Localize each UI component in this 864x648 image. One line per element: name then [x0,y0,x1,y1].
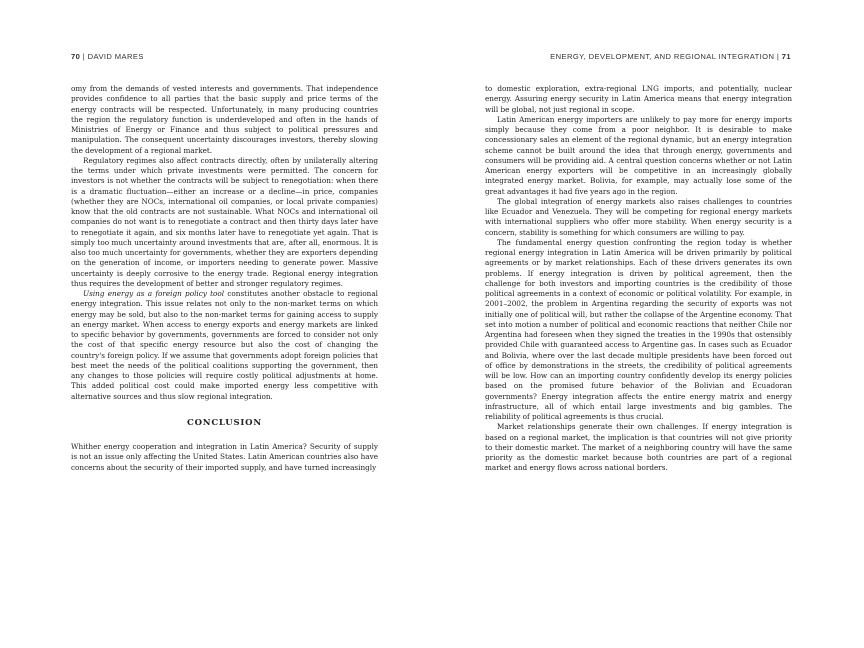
left-body-text [71,84,378,473]
right-page-number: 71 [781,52,791,61]
left-running-head-separator: | [82,52,86,61]
paragraph: Regulatory regimes also affect contracts directly, often by unilaterally altering the terms under which private investments were permitted. The concern for investors is not whether the contracts will be subject to renegotiation: when there is a dramatic fluctuation—either an increase or a decline—in price, companies (whether they are NOCs, international oil companies, or local private companies) know that the old contracts are not sustainable. What NOCs and international oil companies do not want is to renegotiate a contract and then thirty days later have to renegotiate it again, and six months later have to renegotiate yet again. That is simply too much uncertainty around investments that are, after all, enormous. It is also too much uncertainty for governments, whether they are exporters depending on the generation of income, or importers needing to generate power. Massive uncertainty is deeply corrosive to the energy trade. Regional energy integration thus requires the development of better and stronger regulatory regimes. [71,155,378,288]
italic-lead-phrase: Using energy as a foreign policy tool [83,289,225,298]
policy-tool-paragraph [71,289,378,402]
right-running-head-separator: | [776,52,780,61]
paragraph: to domestic exploration, extra-regional LNG imports, and potentially, nuclear energy. Assuring energy security in Latin America means that energy integration will be global, not just regional in scope. [485,84,792,114]
right-page [432,0,864,648]
left-page-number: 70 [71,52,81,61]
right-running-head-title: ENERGY, DEVELOPMENT, AND REGIONAL INTEGRATION [550,52,775,61]
left-running-head-author: DAVID MARES [87,52,144,61]
section-heading: CONCLUSION [187,417,262,428]
paragraph: omy from the demands of vested interests and governments. That independence provides confidence to all parties that the basic supply and price terms of the energy contracts will be respected. Unfortunately, in many producing countries the region the regulatory function is underdeveloped and often in the hands of Ministries of Energy or Finance and thus subject to political pressures and manipulation. The consequent uncertainty discourages investors, thereby slowing the development of a regional market. [71,84,378,155]
right-running-head [550,52,791,61]
paragraph: Market relationships generate their own challenges. If energy integration is based on a regional market, the implication is that countries will not give priority to their domestic market. The market of a neighboring country will have the same priority as the domestic market because both countries are part of a regional market and energy flows across national borders. [485,422,792,473]
paragraph: The global integration of energy markets also raises challenges to countries like Ecuador and Venezuela. They will be competing for regional energy markets with international suppliers who offer more stability. When energy security is a concern, stability is something for which consumers are willing to pay. [485,196,792,237]
conclusion-paragraph: Whither energy cooperation and integration in Latin America? Security of supply is not an issue only affecting the United States. Latin American countries also have concerns about the security of their imported supply, and have turned increasingly [71,442,378,472]
policy-tool-text: constitutes another obstacle to regional energy integration. This issue relates not only to the non-market terms on which energy may be sold, but also to the non-market terms for gaining access to supply an energy market. When access to energy exports and energy markets are linked to specific behavior by governments, governments are forced to consider not only the cost of that specific energy resource but also the cost of changing the country's foreign policy. If we assume that governments adopt foreign policies that best meet the needs of the political coalitions supporting the government, then any changes to those policies will require costly political adjustments at home. This added political cost could make imported energy less competitive with alternative sources and thus slow regional integration. [71,289,378,401]
paragraph: The fundamental energy question confronting the region today is whether regional energy integration in Latin America will be driven primarily by political agreements or by market relationships. Each of these drivers generates its own problems. If energy integration is driven by political agreement, then the challenge for both investors and importing countries is the credibility of those political agreements in a context of economic or political volatility. For example, in 2001–2002, the problem in Argentina regarding the security of exports was not initially one of political will, but rather the collapse of the Argentine economy. That set into motion a number of political and economic reactions that neither Chile nor Argentina had foreseen when they signed the treaties in the 1990s that ostensibly provided Chile with guaranteed access to Argentine gas. In cases such as Ecuador and Bolivia, where over the last decade multiple presidents have been forced out of office by demonstrations in the streets, the credibility of political agreements will be low. How can an importing country confidently develop its energy policies based on the promised future behavior of the Bolivian and Ecuadoran governments? Energy integration affects the entire energy matrix and energy infrastructure, all of which entail large investments and big gambles. The reliability of political agreements is thus crucial. [485,237,792,421]
right-body-text [485,84,792,474]
left-running-head [71,52,144,61]
paragraph: Latin American energy importers are unlikely to pay more for energy imports simply because they come from a poor neighbor. It is desirable to make concessionary sales an element of the regional dynamic, but an energy integration scheme cannot be built around the idea that through energy, governments and consumers will be providing aid. A central question concerns whether or not Latin American energy exporters will be competitive in an increasingly globally integrated energy market. Bolivia, for example, may actually lose some of the great advantages it had five years ago in the region. [485,114,792,196]
